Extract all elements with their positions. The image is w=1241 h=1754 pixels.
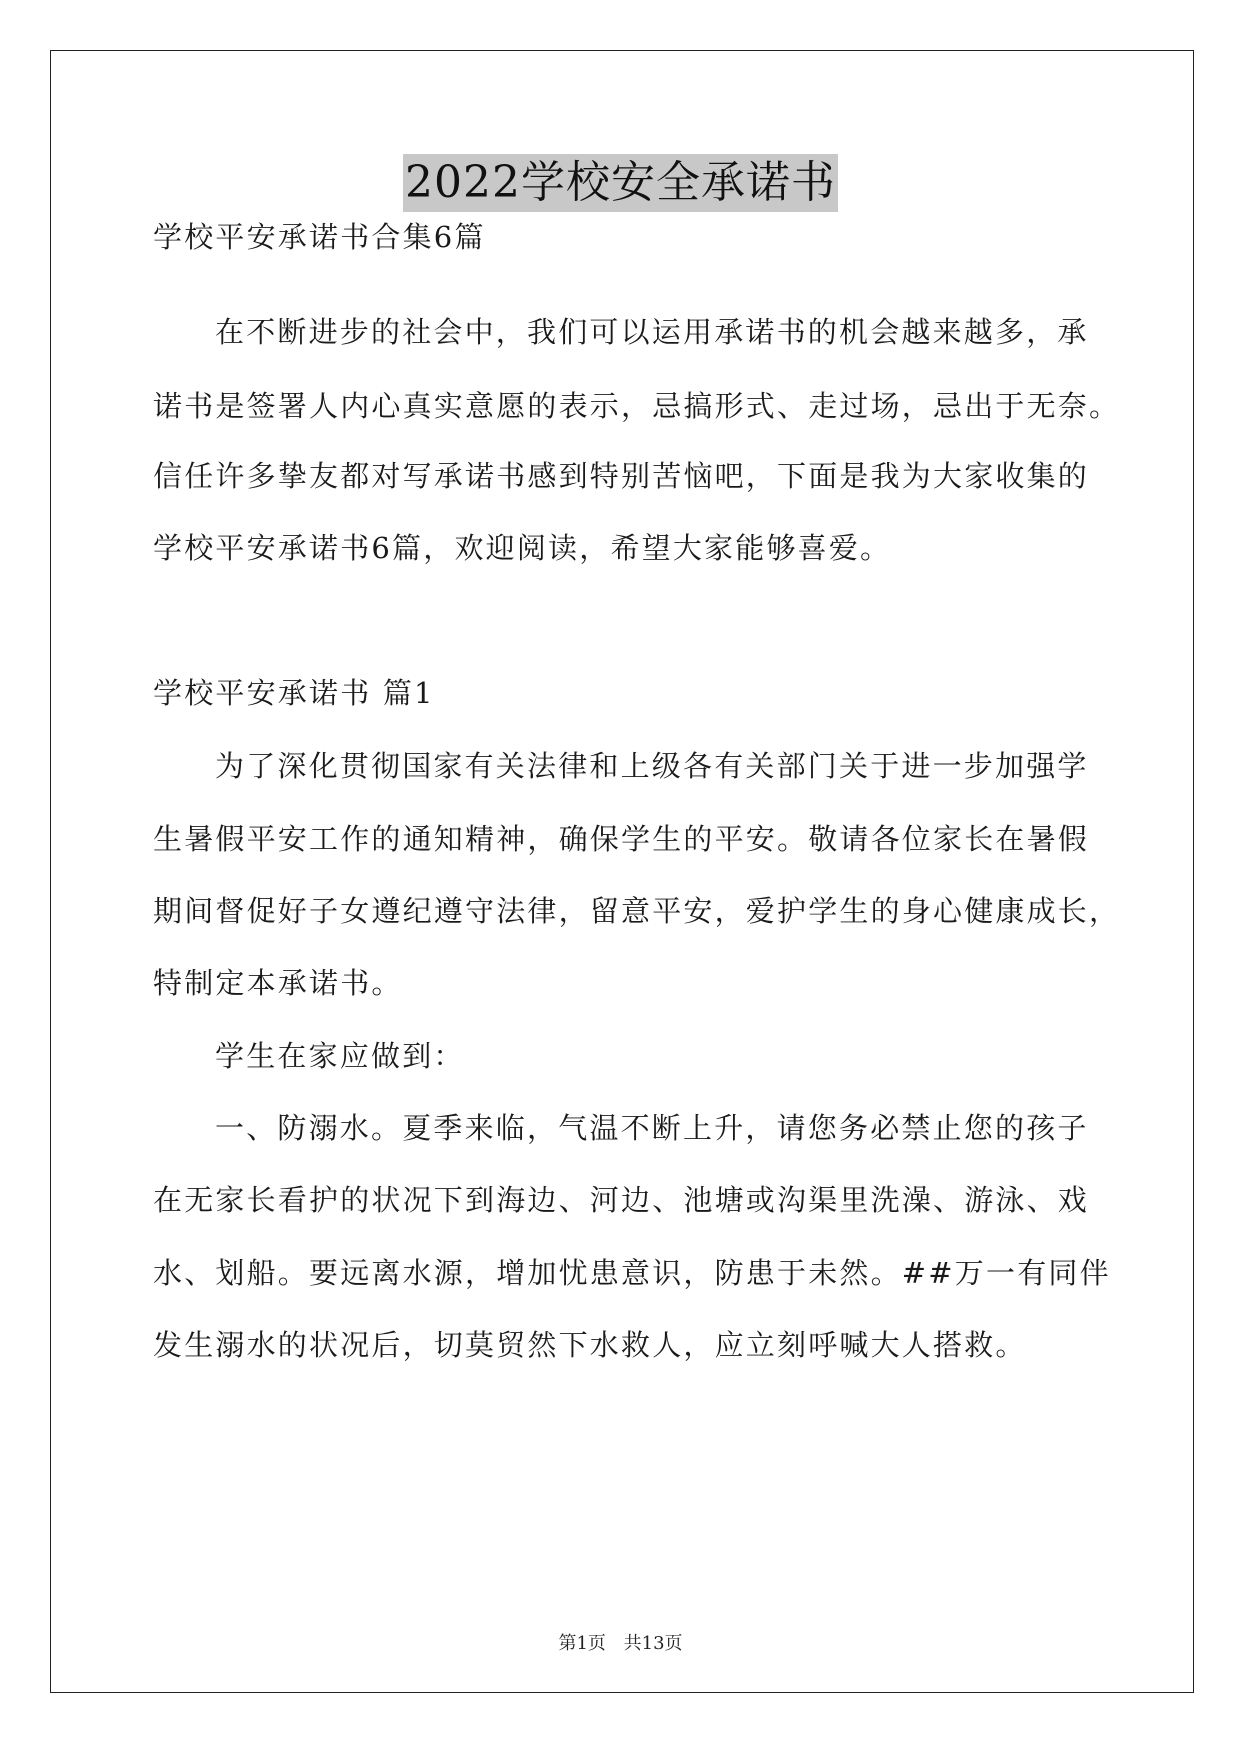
page-number-current: 第1页 xyxy=(558,1633,606,1654)
page-footer xyxy=(0,1632,1241,1656)
page-number-total: 共13页 xyxy=(623,1633,683,1654)
intro-line-3: 信任许多挚友都对写承诺书感到特别苦恼吧，下面是我为大家收集的 xyxy=(153,459,1090,493)
section-line-1: 为了深化贯彻国家有关法律和上级各有关部门关于进一步加强学 xyxy=(215,749,1089,783)
intro-line-4: 学校平安承诺书6篇，欢迎阅读，希望大家能够喜爱。 xyxy=(153,531,892,565)
title-wrap xyxy=(0,154,1241,212)
section-line-6: 一、防溺水。夏季来临，气温不断上升，请您务必禁止您的孩子 xyxy=(215,1111,1089,1145)
page-border xyxy=(50,50,1194,1693)
section-line-3: 期间督促好子女遵纪遵守法律，留意平安，爱护学生的身心健康成长， xyxy=(153,894,1121,928)
section-line-9: 发生溺水的状况后，切莫贸然下水救人，应立刻呼喊大人搭救。 xyxy=(153,1328,1027,1362)
intro-line-2: 诺书是签署人内心真实意愿的表示，忌搞形式、走过场，忌出于无奈。 xyxy=(153,389,1121,423)
intro-line-1: 在不断进步的社会中，我们可以运用承诺书的机会越来越多，承 xyxy=(215,315,1089,349)
document-title: 2022学校安全承诺书 xyxy=(403,154,838,212)
section-line-5: 学生在家应做到： xyxy=(215,1039,465,1073)
section-line-7: 在无家长看护的状况下到海边、河边、池塘或沟渠里洗澡、游泳、戏 xyxy=(153,1183,1090,1217)
section-line-8: 水、划船。要远离水源，增加忧患意识，防患于未然。##万一有同伴 xyxy=(153,1256,1111,1290)
section-heading: 学校平安承诺书 篇1 xyxy=(153,676,435,710)
document-subtitle: 学校平安承诺书合集6篇 xyxy=(153,220,486,254)
section-line-2: 生暑假平安工作的通知精神，确保学生的平安。敬请各位家长在暑假 xyxy=(153,822,1090,856)
section-line-4: 特制定本承诺书。 xyxy=(153,966,403,1000)
